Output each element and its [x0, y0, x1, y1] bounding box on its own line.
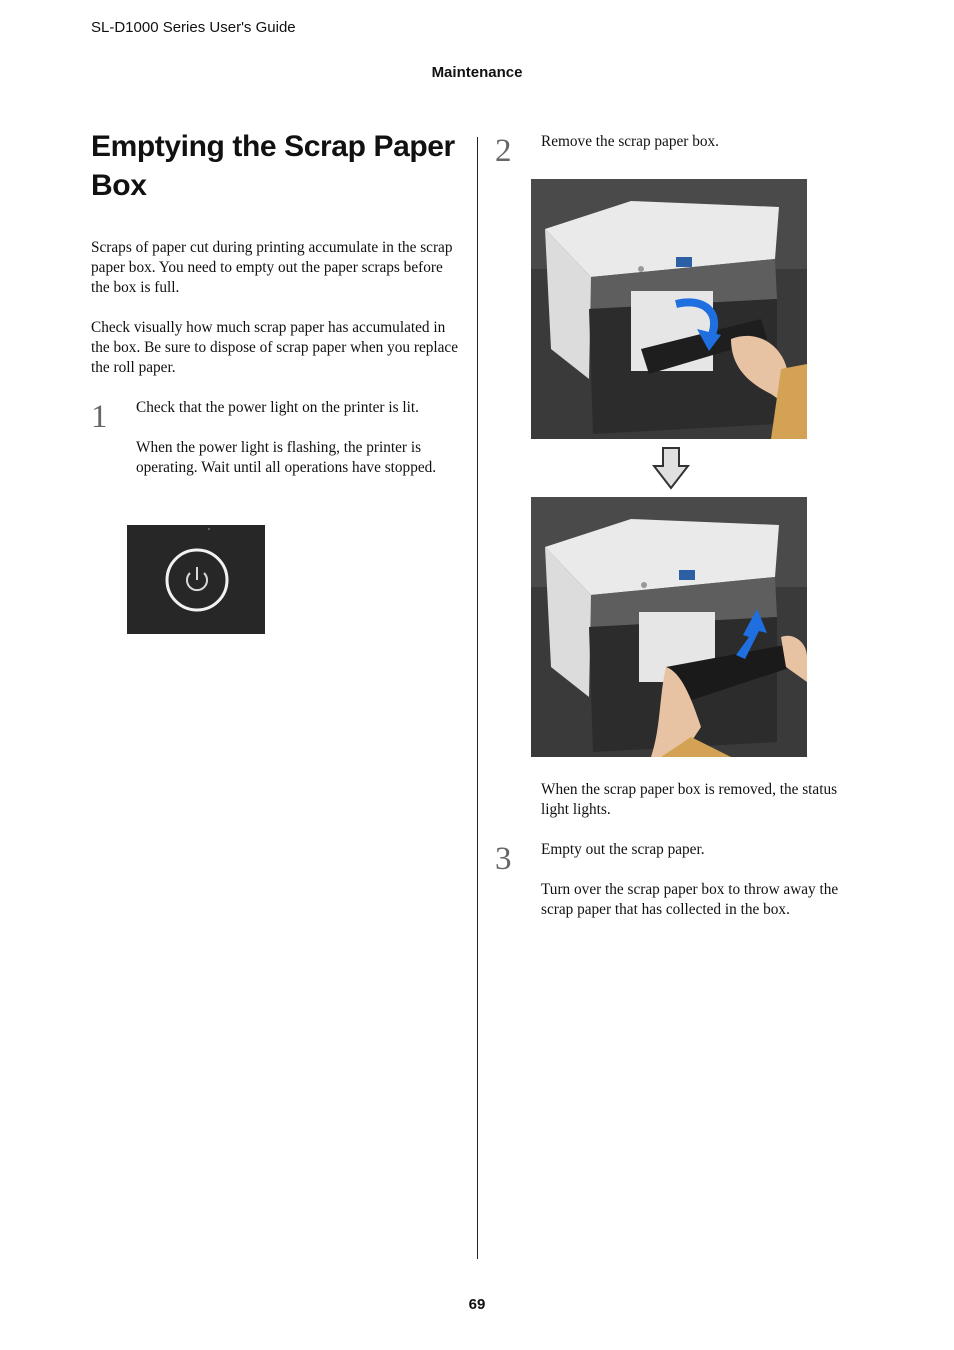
power-light-photo — [127, 525, 265, 634]
page-number: 69 — [468, 1296, 486, 1313]
arrow-down-icon — [651, 446, 691, 491]
step-3-text: Empty out the scrap paper. — [541, 841, 705, 858]
step-1-number: 1 — [91, 399, 108, 435]
intro-paragraph-1: Scraps of paper cut during printing accumulate in the scrap paper box. You need to empty out the paper scraps before the box is full. — [91, 239, 453, 296]
printer-tray-open-photo — [531, 179, 807, 439]
printer-tray-removed-photo — [531, 497, 807, 757]
section-name: Maintenance — [431, 64, 523, 81]
step-2-number: 2 — [495, 133, 512, 169]
step-1-note: When the power light is flashing, the printer is operating. Wait until all operations have stopped. — [136, 439, 437, 476]
step-3-note: Turn over the scrap paper box to throw away the scrap paper that has collected in the box. — [541, 881, 839, 918]
intro-paragraph-2: Check visually how much scrap paper has accumulated in the box. Be sure to dispose of scrap paper when you replace the roll paper. — [91, 319, 459, 376]
column-divider — [477, 137, 478, 1259]
step-2-text: Remove the scrap paper box. — [541, 133, 719, 150]
power-icon — [127, 525, 265, 634]
step-3-number: 3 — [495, 841, 512, 877]
step-2-note: When the scrap paper box is removed, the status light lights. — [541, 781, 838, 818]
guide-title: SL-D1000 Series User's Guide — [91, 19, 296, 36]
page-title: Emptying the Scrap Paper Box — [91, 130, 455, 202]
step-1-text: Check that the power light on the printer is lit. — [136, 399, 419, 416]
